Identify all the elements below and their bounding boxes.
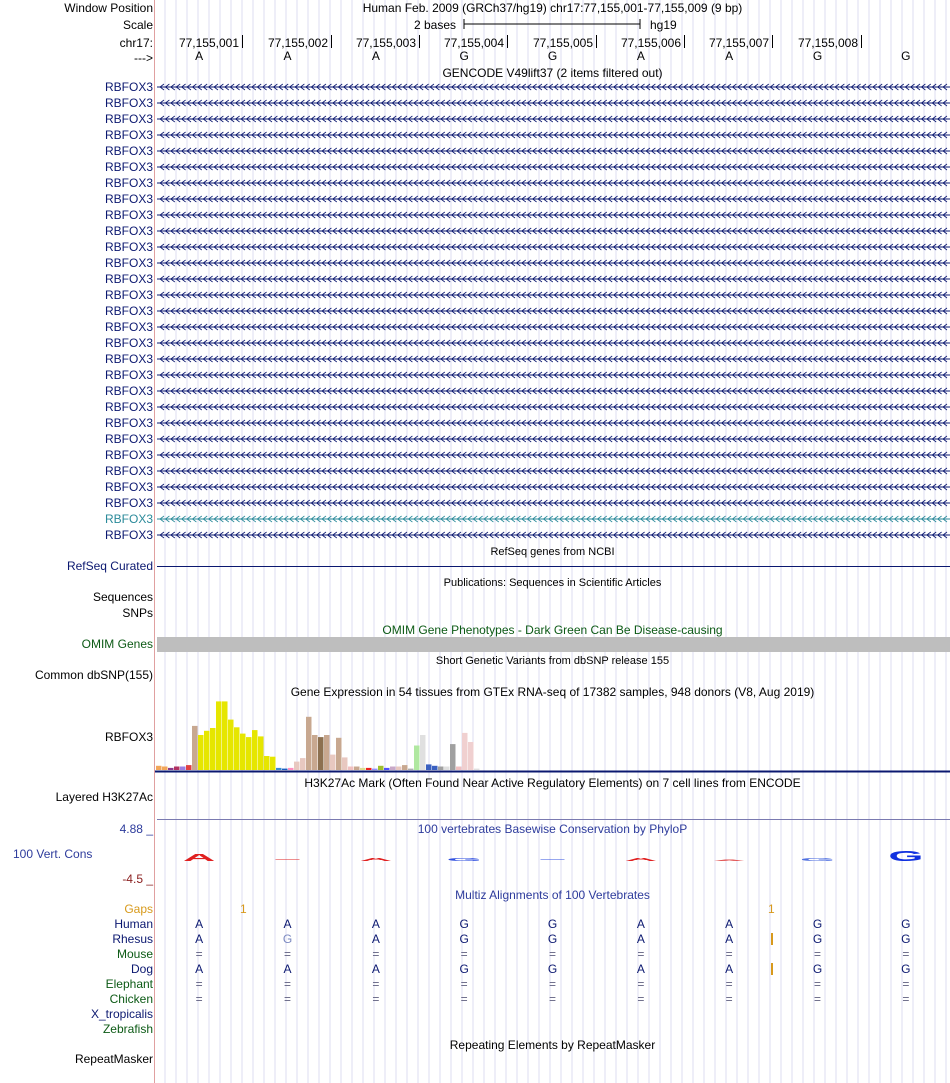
publications-sequences-label[interactable]: Sequences [92,590,153,604]
reference-base: A [283,49,292,63]
multiz-aligned-base: = [283,992,291,1006]
multiz-aligned-base: G [901,962,911,976]
gencode-transcript-label[interactable]: RBFOX3 [104,304,153,318]
gtex-gene-label[interactable]: RBFOX3 [104,730,153,744]
gencode-transcript-intron[interactable] [155,354,950,364]
gtex-tissue-bar [444,767,450,771]
gencode-transcript-intron[interactable] [155,402,950,412]
gencode-transcript-label[interactable]: RBFOX3 [104,288,153,302]
gtex-tissue-bar [312,735,318,770]
dbsnp-track-title[interactable]: Short Genetic Variants from dbSNP release 155 [435,655,670,667]
ruler-position-label: 77,155,002 [267,36,328,50]
multiz-aligned-base: A [636,962,645,976]
multiz-aligned-base: = [195,977,203,991]
ruler-tick [861,35,862,48]
gtex-tissue-bar [288,768,294,770]
multiz-aligned-base: = [813,947,821,961]
multiz-aligned-base: = [195,947,203,961]
gencode-transcript-label[interactable]: RBFOX3 [104,96,153,110]
gencode-transcript-label[interactable]: RBFOX3 [104,272,153,286]
gencode-transcript-intron[interactable] [155,162,950,172]
phylop-sequence-logo[interactable] [155,840,950,870]
multiz-aligned-base: A [195,962,204,976]
multiz-species-label[interactable]: Chicken [109,992,153,1006]
gtex-tissue-bar [330,755,336,770]
strand-label: ---> [134,51,153,65]
multiz-track-title[interactable]: Multiz Alignments of 100 Vertebrates [455,888,650,902]
gencode-transcript-label[interactable]: RBFOX3 [104,128,153,142]
repeatmasker-label[interactable]: RepeatMasker [74,1052,153,1066]
multiz-aligned-base: G [547,962,558,976]
gencode-transcript-intron[interactable] [155,418,950,428]
ruler-tick [242,35,243,48]
gencode-transcript-intron[interactable] [155,130,950,140]
ruler-position-label: 77,155,005 [532,36,593,50]
ruler-position-label: 77,155,004 [443,36,504,50]
multiz-aligned-base: = [460,992,468,1006]
multiz-species-label[interactable]: X_tropicalis [90,1007,153,1021]
multiz-aligned-base: = [637,992,645,1006]
phylop-logo-base [541,859,565,860]
gencode-transcript-label[interactable]: RBFOX3 [104,192,153,206]
gencode-transcript-label[interactable]: RBFOX3 [104,496,153,510]
multiz-aligned-base: G [282,932,293,946]
gencode-transcript-intron[interactable] [155,338,950,348]
gtex-tissue-bar [324,735,330,770]
gtex-tissue-bar [450,744,456,770]
gencode-transcript-intron[interactable] [155,530,950,540]
gtex-tissue-bar [216,701,222,770]
multiz-aligned-base: = [460,947,468,961]
multiz-aligned-base: A [195,932,204,946]
phylop-logo-base: G [446,856,482,863]
gtex-tissue-bar [468,742,474,770]
gencode-transcript-intron[interactable] [155,82,950,92]
gencode-transcript-intron[interactable] [155,194,950,204]
gencode-transcript-intron[interactable] [155,178,950,188]
gtex-tissue-bar [420,735,426,770]
gencode-transcript-intron[interactable] [155,98,950,108]
ruler-tick [507,35,508,48]
gtex-tissue-bar [240,734,246,770]
gtex-tissue-bar [426,764,432,770]
gtex-tissue-bar [342,757,348,770]
multiz-aligned-base: G [812,932,823,946]
multiz-aligned-base: G [547,917,558,931]
multiz-aligned-base: A [636,917,645,931]
multiz-aligned-base: = [283,977,291,991]
multiz-aligned-base: A [371,917,380,931]
ruler-position-label: 77,155,001 [178,36,239,50]
multiz-aligned-base: G [547,932,558,946]
gtex-tissue-bar [360,768,366,770]
multiz-aligned-base: = [902,977,910,991]
gencode-transcript-label[interactable]: RBFOX3 [104,256,153,270]
multiz-aligned-base: A [636,932,645,946]
refseq-track-title[interactable]: RefSeq genes from NCBI [490,546,615,558]
phylop-logo-base: A [712,859,746,862]
multiz-aligned-base: A [195,917,204,931]
scale-bar [463,17,643,31]
multiz-aligned-base: = [813,992,821,1006]
gtex-tissue-bar [192,726,198,770]
gencode-transcript-label[interactable]: RBFOX3 [104,464,153,478]
gtex-tissue-bar [180,767,186,771]
gtex-tissue-bar [282,769,288,770]
gtex-tissue-bar [372,769,378,770]
scale-text: 2 bases [414,18,457,32]
multiz-aligned-base: A [371,962,380,976]
window-position-label: Window Position [64,1,153,15]
reference-base: A [636,49,645,63]
omim-genes-label[interactable]: OMIM Genes [81,637,153,651]
scale-assembly: hg19 [650,18,677,32]
ruler-tick [419,35,420,48]
gtex-tissue-bar [396,767,402,771]
gtex-tissue-bar [414,746,420,771]
gencode-transcript-label[interactable]: RBFOX3 [104,160,153,174]
gencode-transcript-label[interactable]: RBFOX3 [104,240,153,254]
gencode-transcript-label[interactable]: RBFOX3 [104,432,153,446]
vert-cons-label[interactable]: 100 Vert. Cons [13,847,93,861]
multiz-aligned-base: G [459,917,469,931]
gencode-transcript-label[interactable]: RBFOX3 [104,208,153,222]
gtex-tissue-bar [228,720,234,770]
gtex-tissue-bar [348,767,354,771]
phylop-logo-base: A [359,857,393,862]
ruler-position-label: 77,155,008 [797,36,858,50]
multiz-aligned-base: = [283,947,291,961]
gtex-tissue-bar [456,767,462,771]
gencode-transcript-label[interactable]: RBFOX3 [104,512,153,526]
gtex-track-title[interactable]: Gene Expression in 54 tissues from GTEx RNA-seq of 17382 samples, 948 donors (V8, Aug 2019) [290,685,815,699]
gtex-tissue-bar [432,766,438,770]
gtex-tissue-bar [336,738,342,770]
window-position-text: Human Feb. 2009 (GRCh37/hg19) chr17:77,155,001-77,155,009 (9 bp) [362,1,743,15]
gtex-tissue-bar [210,728,216,770]
ruler-position-label: 77,155,003 [355,36,416,50]
gencode-transcript-label[interactable]: RBFOX3 [104,336,153,350]
gtex-expression-chart[interactable] [155,700,950,773]
gtex-tissue-bar [354,767,360,771]
multiz-aligned-base: = [548,947,556,961]
gencode-transcript-intron[interactable] [155,226,950,236]
multiz-species-label[interactable]: Rhesus [112,932,153,946]
multiz-aligned-base: = [637,977,645,991]
multiz-aligned-base: = [902,947,910,961]
multiz-aligned-base: = [813,977,821,991]
multiz-aligned-base: = [372,977,380,991]
gtex-tissue-bar [258,736,264,770]
gencode-transcript-intron[interactable] [155,514,950,524]
multiz-species-label[interactable]: Mouse [116,947,153,961]
gtex-tissue-bar [246,737,252,770]
multiz-species-label[interactable]: Zebrafish [102,1022,153,1036]
reference-base: A [371,49,380,63]
multiz-species-label[interactable]: Elephant [105,977,153,991]
multiz-species-label[interactable]: Dog [130,962,153,976]
gencode-transcript-intron[interactable] [155,370,950,380]
gtex-tissue-bar [306,717,312,770]
multiz-aligned-base: A [725,962,734,976]
ruler-tick [596,35,597,48]
refseq-gene-line[interactable] [157,566,950,567]
gtex-tissue-bar [300,758,306,770]
gencode-transcript-intron[interactable] [155,290,950,300]
gtex-tissue-bar [186,765,192,770]
gtex-tissue-bar [366,768,372,770]
gencode-transcript-intron[interactable] [155,210,950,220]
multiz-aligned-base: G [901,932,911,946]
gencode-transcript-label[interactable]: RBFOX3 [104,480,153,494]
multiz-aligned-base: A [725,932,734,946]
multiz-aligned-base: = [725,992,733,1006]
gtex-tissue-bar [270,757,276,770]
gtex-tissue-bar [438,767,444,771]
gencode-transcript-intron[interactable] [155,482,950,492]
gtex-tissue-bar [252,730,258,770]
reference-base: G [459,49,469,63]
multiz-aligned-base: = [460,977,468,991]
multiz-aligned-base: = [372,992,380,1006]
chrom-label: chr17: [119,36,153,50]
multiz-aligned-base: G [459,962,469,976]
gtex-tissue-bar [294,762,300,770]
gencode-transcript-label[interactable]: RBFOX3 [104,320,153,334]
multiz-aligned-base: G [812,962,823,976]
phylop-track-title[interactable]: 100 vertebrates Basewise Conservation by PhyloP [417,822,688,836]
gtex-tissue-bar [156,766,162,770]
scale-label: Scale [122,18,153,32]
gaps-label[interactable]: Gaps [124,902,153,916]
ruler-tick [772,35,773,48]
gencode-transcript-label[interactable]: RBFOX3 [104,144,153,158]
multiz-species-label[interactable]: Human [114,917,153,931]
gencode-transcript-label[interactable]: RBFOX3 [104,224,153,238]
multiz-aligned-base: G [812,917,823,931]
gtex-tissue-bar [222,701,228,770]
gencode-transcript-label[interactable]: RBFOX3 [104,416,153,430]
multiz-aligned-base: = [548,977,556,991]
gencode-transcript-intron[interactable] [155,322,950,332]
gencode-transcript-label[interactable]: RBFOX3 [104,112,153,126]
gtex-tissue-bar [384,768,390,770]
gencode-transcript-intron[interactable] [155,258,950,268]
refseq-curated-label[interactable]: RefSeq Curated [66,559,153,573]
publications-track-title[interactable]: Publications: Sequences in Scientific Articles [443,577,662,589]
ruler-position-label: 77,155,007 [708,36,769,50]
gencode-transcript-intron[interactable] [155,498,950,508]
gtex-tissue-bar [390,767,396,771]
reference-base: G [547,49,558,63]
gtex-tissue-bar [162,767,168,771]
ruler-tick [684,35,685,48]
gtex-tissue-bar [198,735,204,770]
gencode-transcript-intron[interactable] [155,386,950,396]
gencode-transcript-intron[interactable] [155,146,950,156]
ruler-tick [331,35,332,48]
reference-base: G [901,49,911,63]
multiz-insertion-mark [771,963,773,975]
gencode-transcript-label[interactable]: RBFOX3 [104,400,153,414]
multiz-aligned-base: = [372,947,380,961]
gencode-transcript-label[interactable]: RBFOX3 [104,352,153,366]
multiz-aligned-base: = [637,947,645,961]
multiz-insertion-mark [771,933,773,945]
gencode-transcript-label[interactable]: RBFOX3 [104,80,153,94]
gtex-tissue-bar [276,768,282,770]
multiz-aligned-base: A [725,917,734,931]
multiz-aligned-base: = [195,992,203,1006]
multiz-aligned-base: A [283,917,292,931]
multiz-aligned-base: = [902,992,910,1006]
gencode-track-title[interactable]: GENCODE V49lift37 (2 items filtered out) [442,66,663,80]
ruler-position-label: 77,155,006 [620,36,681,50]
gtex-tissue-bar [462,733,468,770]
phylop-logo-base: A [182,852,216,864]
common-dbsnp-label[interactable]: Common dbSNP(155) [34,668,153,682]
gtex-tissue-bar [264,756,270,770]
gencode-transcript-intron[interactable] [155,242,950,252]
gencode-transcript-intron[interactable] [155,114,950,124]
phylop-min-label: -4.5 _ [122,872,153,886]
gencode-transcript-label[interactable]: RBFOX3 [104,384,153,398]
publications-snps-label[interactable]: SNPs [122,606,153,620]
multiz-aligned-base: = [548,992,556,1006]
multiz-aligned-base: G [901,917,911,931]
gencode-transcript-label[interactable]: RBFOX3 [104,528,153,542]
gtex-tissue-bar [378,766,384,770]
multiz-aligned-base: = [725,977,733,991]
phylop-logo-base: G [888,848,924,865]
phylop-max-label: 4.88 _ [119,822,153,836]
phylop-logo-base: A [624,857,658,862]
multiz-aligned-base: A [371,932,380,946]
gtex-tissue-bar [174,767,180,771]
reference-base: A [195,49,204,63]
gap-mark: 1 [240,902,247,916]
gencode-transcript-intron[interactable] [155,466,950,476]
omim-gene-bar[interactable] [157,637,950,652]
gtex-tissue-bar [168,768,174,770]
layered-h3k27ac-label[interactable]: Layered H3K27Ac [55,790,153,804]
gencode-transcript-intron[interactable] [155,450,950,460]
multiz-aligned-base: A [283,962,292,976]
gtex-tissue-bar [318,737,324,770]
gencode-transcript-label[interactable]: RBFOX3 [104,368,153,382]
gencode-transcript-intron[interactable] [155,274,950,284]
h3k27ac-baseline [157,819,950,820]
repeatmasker-track-title[interactable]: Repeating Elements by RepeatMasker [449,1038,656,1052]
h3k27ac-track-title[interactable]: H3K27Ac Mark (Often Found Near Active Regulatory Elements) on 7 cell lines from ENCODE [304,776,801,790]
gtex-tissue-bar [408,769,414,770]
reference-base: G [812,49,823,63]
gtex-tissue-bar [474,769,480,770]
gencode-transcript-intron[interactable] [155,434,950,444]
omim-track-title[interactable]: OMIM Gene Phenotypes - Dark Green Can Be Disease-causing [382,623,723,637]
gap-mark: 1 [768,902,775,916]
phylop-logo-base: G [800,856,835,863]
gencode-transcript-label[interactable]: RBFOX3 [104,176,153,190]
multiz-aligned-base: = [725,947,733,961]
gtex-tissue-bar [234,727,240,770]
gtex-tissue-bar [402,765,408,770]
gencode-transcript-label[interactable]: RBFOX3 [104,448,153,462]
phylop-logo-base [276,859,300,860]
gencode-transcript-intron[interactable] [155,306,950,316]
multiz-aligned-base: G [459,932,469,946]
gtex-tissue-bar [204,731,210,770]
reference-base: A [725,49,734,63]
